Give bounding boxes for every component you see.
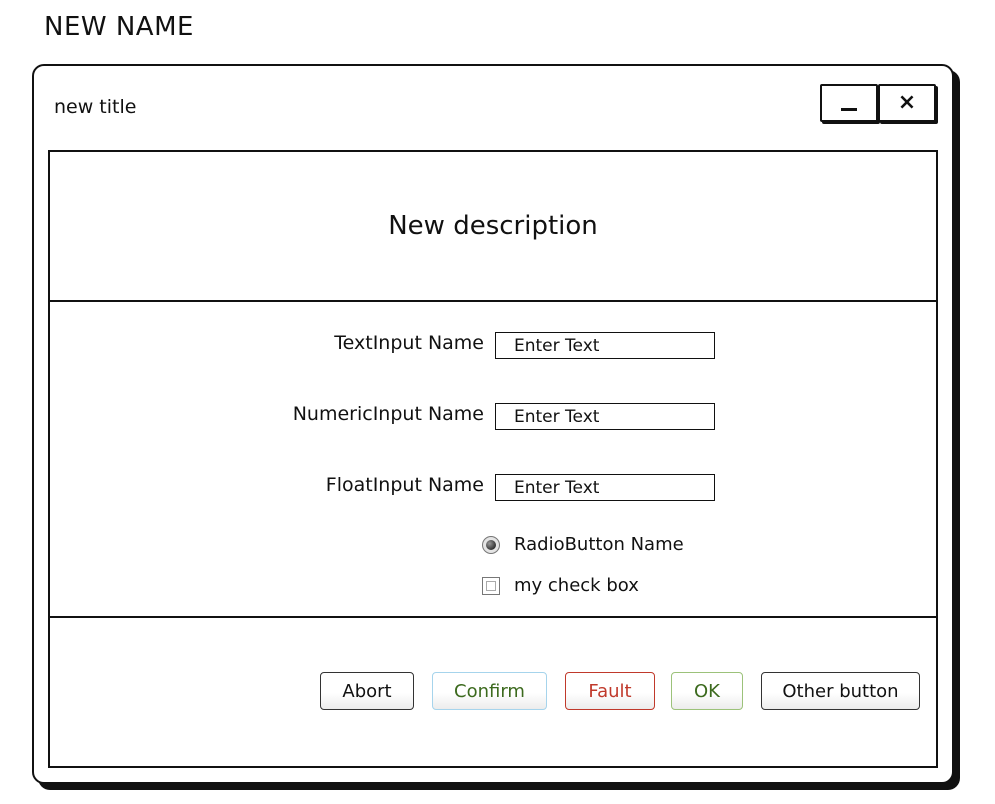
radio-label: RadioButton Name [514,534,684,555]
other-button[interactable]: Other button [761,672,920,710]
close-button[interactable] [878,84,936,122]
minimize-button[interactable] [820,84,878,122]
numeric-input[interactable] [495,403,715,430]
button-section [50,618,936,766]
dialog-window [32,64,954,784]
checkbox-label: my check box [514,575,639,596]
description-section [50,152,936,302]
form-section [50,302,936,618]
checkbox-inner-square [486,581,496,591]
text-input[interactable] [495,332,715,359]
content-panel [48,150,938,768]
confirm-button[interactable]: Confirm [432,672,547,710]
description-text: New description [388,211,598,241]
numeric-input-label: NumericInput Name [292,403,484,425]
window-title: new title [54,96,137,118]
text-input-label: TextInput Name [334,332,484,354]
fault-button[interactable]: Fault [565,672,655,710]
ok-button[interactable]: OK [671,672,743,710]
checkbox[interactable] [482,575,639,596]
float-input-label: FloatInput Name [325,474,484,496]
radio-selected-dot [486,540,496,550]
float-input[interactable] [495,474,715,501]
page-heading: NEW NAME [44,12,194,42]
radio-button[interactable] [482,534,684,555]
abort-button[interactable]: Abort [320,672,414,710]
radio-indicator [482,536,500,554]
minimize-icon [841,108,857,111]
checkbox-indicator [482,577,500,595]
close-icon: × [897,90,917,115]
